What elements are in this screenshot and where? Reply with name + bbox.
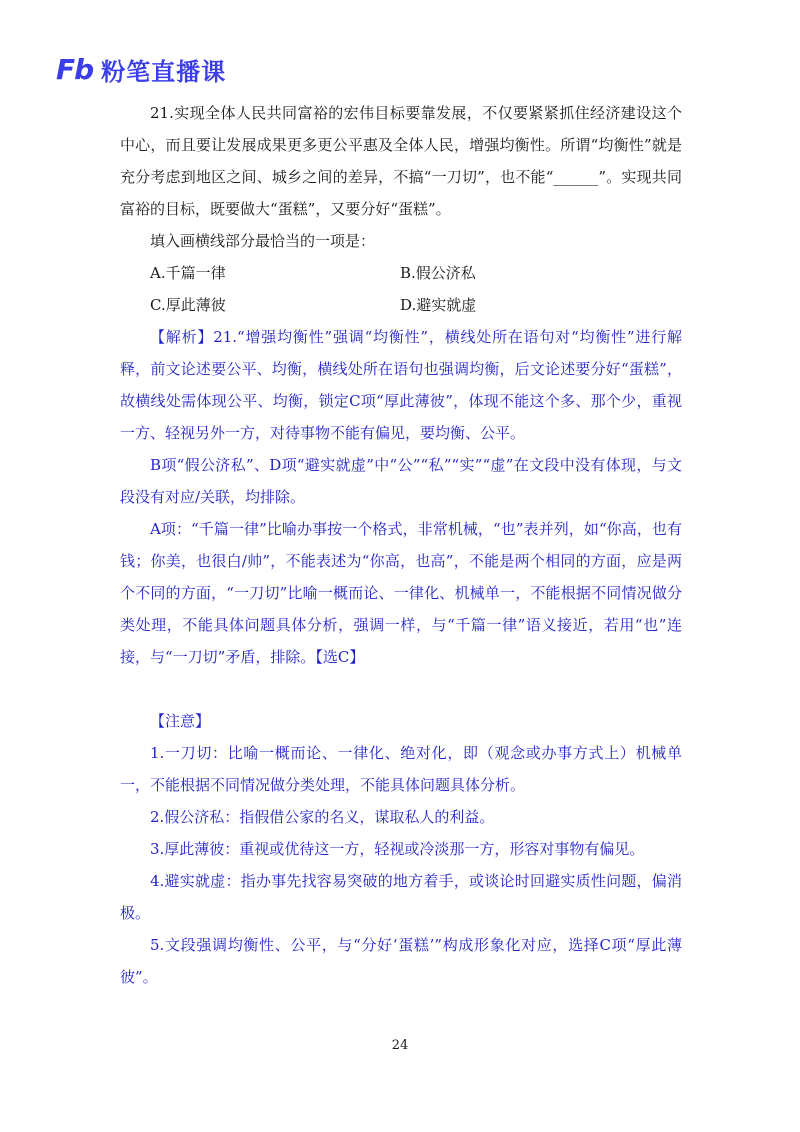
note-item: 3.厚此薄彼：重视或优待这一方，轻视或冷淡那一方，形容对事物有偏见。 [150, 840, 645, 858]
brand-logo [56, 53, 226, 85]
logo-mark: Fb [56, 52, 94, 86]
analysis-paragraph: 【解析】21.“增强均衡性”强调“均衡性”，横线处所在语句对“均衡性”进行解释，前文论述要公平、均衡，横线处所在语句也强调均衡，后文论述要分好“蛋糕”，故横线处需体现公平、均衡，锁定C项“厚此薄彼”，体现不能这个多、那个少，重视一方、轻视另外一方，对待事物不能有偏见，要均衡、公平。 [120, 328, 682, 442]
note-item: 4.避实就虚：指办事先找容易突破的地方着手，或谈论时回避实质性问题，偏消极。 [120, 872, 682, 922]
note-item: 5.文段强调均衡性、公平，与“分好‘蛋糕’”构成形象化对应，选择C项“厚此薄彼”。 [120, 936, 682, 986]
notes-title: 【注意】 [150, 712, 211, 730]
analysis-paragraph: B项“假公济私”、D项“避实就虚”中“公”“私”“实”“虚”在文段中没有体现，与文段没有对应/关联，均排除。 [120, 456, 682, 506]
option-list [150, 257, 670, 321]
question-prompt: 填入画横线部分最恰当的一项是： [150, 232, 376, 250]
note-item: 1.一刀切：比喻一概而论、一律化、绝对化，即（观念或办事方式上）机械单一，不能根据不同情况做分类处理，不能具体问题具体分析。 [120, 744, 682, 794]
page-number: 24 [391, 1038, 409, 1053]
brand-name: 粉笔直播课 [101, 57, 227, 86]
option-a: A.千篇一律 [150, 264, 226, 282]
note-item: 2.假公济私：指假借公家的名义，谋取私人的利益。 [150, 808, 495, 826]
option-c: C.厚此薄彼 [150, 296, 226, 314]
option-d: D.避实就虚 [400, 296, 477, 314]
question-stem: 21.实现全体人民共同富裕的宏伟目标要靠发展，不仅要紧紧抓住经济建设这个中心，而且要让发展成果更多更公平惠及全体人民，增强均衡性。所谓“均衡性”就是充分考虑到地区之间、城乡之间的差异，不搞“一刀切”，也不能“______”。实现共同富裕的目标，既要做大“蛋糕”，又要分好“蛋糕”。 [120, 104, 682, 218]
page-content [120, 97, 682, 993]
option-b: B.假公济私 [400, 264, 476, 282]
analysis-paragraph: A项：“千篇一律”比喻办事按一个格式，非常机械，“也”表并列，如“你高，也有钱；你美，也很白/帅”，不能表述为“你高，也高”，不能是两个相同的方面，应是两个不同的方面，“一刀切”比喻一概而论、一律化、机械单一，不能根据不同情况做分类处理，不能具体问题具体分析，强调一样，与“千篇一律”语义接近，若用“也”连接，与“一刀切”矛盾，排除。【选C】 [120, 520, 682, 666]
section-gap [120, 673, 682, 705]
